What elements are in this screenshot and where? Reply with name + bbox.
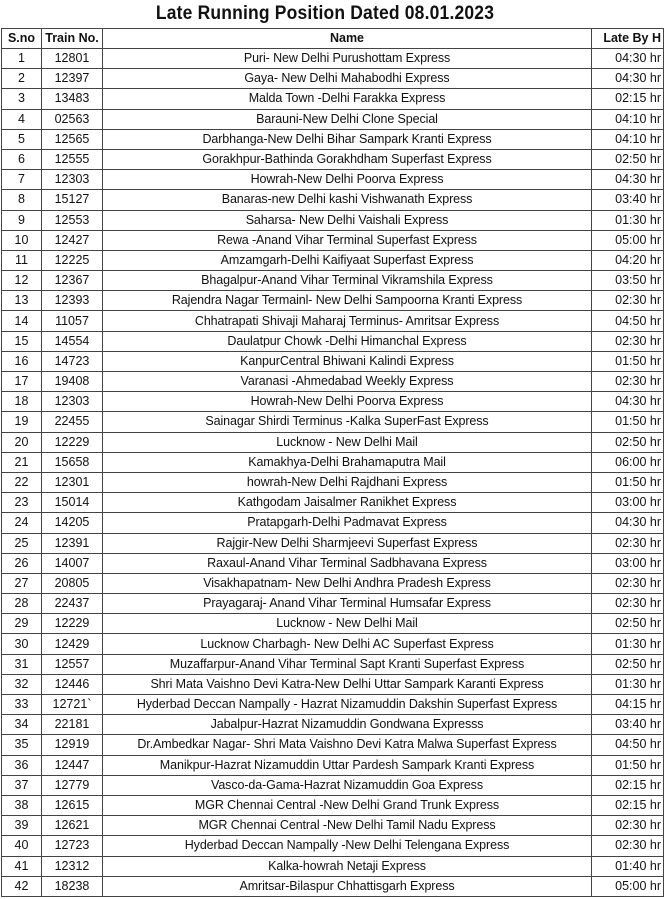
cell-sno: 3 xyxy=(2,89,42,109)
cell-sno: 23 xyxy=(2,493,42,513)
table-row xyxy=(2,372,664,392)
column-header-late-by: Late By H xyxy=(592,29,664,49)
cell-sno: 17 xyxy=(2,372,42,392)
table-row xyxy=(2,331,664,351)
column-header-name: Name xyxy=(103,29,592,49)
cell-late-by: 03:40 hr xyxy=(592,715,664,735)
table-row xyxy=(2,149,664,169)
cell-name: Prayagaraj- Anand Vihar Terminal Humsafar Express xyxy=(103,594,592,614)
table-row xyxy=(2,513,664,533)
cell-train-no: 22181 xyxy=(42,715,103,735)
cell-late-by: 01:30 hr xyxy=(592,674,664,694)
table-row xyxy=(2,553,664,573)
table-row xyxy=(2,755,664,775)
cell-train-no: 14007 xyxy=(42,553,103,573)
table-row xyxy=(2,230,664,250)
table-row xyxy=(2,412,664,432)
table-row xyxy=(2,271,664,291)
table-row xyxy=(2,49,664,69)
cell-sno: 19 xyxy=(2,412,42,432)
cell-train-no: 12225 xyxy=(42,250,103,270)
cell-train-no: 12397 xyxy=(42,69,103,89)
cell-name: Daulatpur Chowk -Delhi Himanchal Express xyxy=(103,331,592,351)
cell-sno: 21 xyxy=(2,452,42,472)
cell-late-by: 01:50 hr xyxy=(592,755,664,775)
cell-name: Hyderbad Deccan Nampally -New Delhi Telengana Express xyxy=(103,836,592,856)
cell-sno: 5 xyxy=(2,129,42,149)
table-row xyxy=(2,109,664,129)
cell-train-no: 12393 xyxy=(42,291,103,311)
cell-train-no: 15127 xyxy=(42,190,103,210)
cell-train-no: 12303 xyxy=(42,392,103,412)
cell-name: Amzamgarh-Delhi Kaifiyaat Superfast Express xyxy=(103,250,592,270)
cell-name: Sainagar Shirdi Terminus -Kalka SuperFast Express xyxy=(103,412,592,432)
cell-late-by: 02:15 hr xyxy=(592,89,664,109)
cell-name: Lucknow - New Delhi Mail xyxy=(103,432,592,452)
table-row xyxy=(2,634,664,654)
cell-train-no: 12303 xyxy=(42,170,103,190)
table-row xyxy=(2,573,664,593)
cell-late-by: 04:20 hr xyxy=(592,250,664,270)
cell-train-no: 22437 xyxy=(42,594,103,614)
cell-train-no: 12615 xyxy=(42,795,103,815)
cell-sno: 1 xyxy=(2,49,42,69)
cell-sno: 8 xyxy=(2,190,42,210)
cell-name: Chhatrapati Shivaji Maharaj Terminus- Amritsar Express xyxy=(103,311,592,331)
cell-sno: 31 xyxy=(2,654,42,674)
cell-train-no: 11057 xyxy=(42,311,103,331)
cell-late-by: 02:15 hr xyxy=(592,775,664,795)
cell-name: Howrah-New Delhi Poorva Express xyxy=(103,392,592,412)
cell-name: Kalka-howrah Netaji Express xyxy=(103,856,592,876)
table-row xyxy=(2,654,664,674)
cell-late-by: 04:30 hr xyxy=(592,392,664,412)
table-row xyxy=(2,210,664,230)
cell-late-by: 01:50 hr xyxy=(592,412,664,432)
cell-sno: 27 xyxy=(2,573,42,593)
cell-train-no: 12446 xyxy=(42,674,103,694)
cell-late-by: 01:50 hr xyxy=(592,472,664,492)
cell-name: Rajendra Nagar Termainl- New Delhi Sampoorna Kranti Express xyxy=(103,291,592,311)
table-row xyxy=(2,392,664,412)
table-row xyxy=(2,876,664,896)
cell-train-no: 12801 xyxy=(42,49,103,69)
cell-late-by: 02:30 hr xyxy=(592,594,664,614)
cell-train-no: 18238 xyxy=(42,876,103,896)
cell-train-no: 14205 xyxy=(42,513,103,533)
cell-late-by: 06:00 hr xyxy=(592,452,664,472)
cell-late-by: 02:30 hr xyxy=(592,291,664,311)
cell-train-no: 12553 xyxy=(42,210,103,230)
table-row xyxy=(2,795,664,815)
cell-late-by: 04:50 hr xyxy=(592,311,664,331)
cell-name: Manikpur-Hazrat Nizamuddin Uttar Pardesh Sampark Kranti Express xyxy=(103,755,592,775)
cell-name: Kamakhya-Delhi Brahamaputra Mail xyxy=(103,452,592,472)
cell-sno: 29 xyxy=(2,614,42,634)
table-row xyxy=(2,674,664,694)
cell-name: Gaya- New Delhi Mahabodhi Express xyxy=(103,69,592,89)
cell-name: Rajgir-New Delhi Sharmjeevi Superfast Express xyxy=(103,533,592,553)
page-title: Late Running Position Dated 08.01.2023 xyxy=(155,3,495,24)
cell-train-no: 13483 xyxy=(42,89,103,109)
cell-name: Saharsa- New Delhi Vaishali Express xyxy=(103,210,592,230)
late-running-table xyxy=(1,28,664,897)
cell-sno: 40 xyxy=(2,836,42,856)
cell-train-no: 12621 xyxy=(42,816,103,836)
cell-train-no: 22455 xyxy=(42,412,103,432)
cell-late-by: 02:30 hr xyxy=(592,331,664,351)
cell-late-by: 04:15 hr xyxy=(592,695,664,715)
table-row xyxy=(2,311,664,331)
cell-sno: 39 xyxy=(2,816,42,836)
cell-late-by: 01:30 hr xyxy=(592,634,664,654)
cell-sno: 12 xyxy=(2,271,42,291)
cell-name: Dr.Ambedkar Nagar- Shri Mata Vaishno Devi Katra Malwa Superfast Express xyxy=(103,735,592,755)
cell-sno: 36 xyxy=(2,755,42,775)
cell-late-by: 04:30 hr xyxy=(592,170,664,190)
cell-name: Lucknow Charbagh- New Delhi AC Superfast Express xyxy=(103,634,592,654)
table-row xyxy=(2,170,664,190)
cell-sno: 37 xyxy=(2,775,42,795)
cell-name: Shri Mata Vaishno Devi Katra-New Delhi Uttar Sampark Karanti Express xyxy=(103,674,592,694)
cell-late-by: 01:50 hr xyxy=(592,351,664,371)
cell-train-no: 14554 xyxy=(42,331,103,351)
cell-name: Muzaffarpur-Anand Vihar Terminal Sapt Kranti Superfast Express xyxy=(103,654,592,674)
cell-late-by: 02:30 hr xyxy=(592,573,664,593)
cell-name: Howrah-New Delhi Poorva Express xyxy=(103,170,592,190)
cell-late-by: 04:30 hr xyxy=(592,49,664,69)
cell-sno: 41 xyxy=(2,856,42,876)
cell-late-by: 02:30 hr xyxy=(592,836,664,856)
cell-train-no: 12721` xyxy=(42,695,103,715)
cell-name: howrah-New Delhi Rajdhani Express xyxy=(103,472,592,492)
table-row xyxy=(2,856,664,876)
cell-late-by: 03:00 hr xyxy=(592,553,664,573)
cell-sno: 16 xyxy=(2,351,42,371)
cell-train-no: 14723 xyxy=(42,351,103,371)
cell-name: Hyderbad Deccan Nampally - Hazrat Nizamuddin Dakshin Superfast Express xyxy=(103,695,592,715)
cell-sno: 7 xyxy=(2,170,42,190)
cell-sno: 28 xyxy=(2,594,42,614)
cell-late-by: 02:30 hr xyxy=(592,533,664,553)
cell-train-no: 12427 xyxy=(42,230,103,250)
cell-sno: 10 xyxy=(2,230,42,250)
cell-train-no: 12301 xyxy=(42,472,103,492)
cell-sno: 4 xyxy=(2,109,42,129)
table-row xyxy=(2,89,664,109)
cell-late-by: 04:30 hr xyxy=(592,69,664,89)
cell-train-no: 12779 xyxy=(42,775,103,795)
cell-sno: 38 xyxy=(2,795,42,815)
cell-sno: 14 xyxy=(2,311,42,331)
cell-sno: 22 xyxy=(2,472,42,492)
cell-late-by: 02:50 hr xyxy=(592,149,664,169)
cell-name: Malda Town -Delhi Farakka Express xyxy=(103,89,592,109)
cell-train-no: 12557 xyxy=(42,654,103,674)
table-row xyxy=(2,695,664,715)
cell-late-by: 03:50 hr xyxy=(592,271,664,291)
cell-train-no: 12565 xyxy=(42,129,103,149)
table-row xyxy=(2,432,664,452)
table-row xyxy=(2,472,664,492)
cell-train-no: 12555 xyxy=(42,149,103,169)
cell-train-no: 02563 xyxy=(42,109,103,129)
column-header-train-no: Train No. xyxy=(42,29,103,49)
cell-name: MGR Chennai Central -New Delhi Tamil Nadu Express xyxy=(103,816,592,836)
table-row xyxy=(2,250,664,270)
cell-name: Puri- New Delhi Purushottam Express xyxy=(103,49,592,69)
cell-name: MGR Chennai Central -New Delhi Grand Trunk Express xyxy=(103,795,592,815)
table-body xyxy=(2,49,664,897)
table-row xyxy=(2,816,664,836)
table-row xyxy=(2,533,664,553)
cell-sno: 33 xyxy=(2,695,42,715)
cell-sno: 6 xyxy=(2,149,42,169)
cell-name: Pratapgarh-Delhi Padmavat Express xyxy=(103,513,592,533)
cell-late-by: 04:50 hr xyxy=(592,735,664,755)
cell-train-no: 12229 xyxy=(42,432,103,452)
cell-sno: 15 xyxy=(2,331,42,351)
table-row xyxy=(2,351,664,371)
cell-late-by: 01:40 hr xyxy=(592,856,664,876)
table-row xyxy=(2,715,664,735)
cell-train-no: 15658 xyxy=(42,452,103,472)
cell-sno: 2 xyxy=(2,69,42,89)
cell-late-by: 03:00 hr xyxy=(592,493,664,513)
cell-name: Raxaul-Anand Vihar Terminal Sadbhavana Express xyxy=(103,553,592,573)
cell-late-by: 02:30 hr xyxy=(592,816,664,836)
cell-late-by: 02:15 hr xyxy=(592,795,664,815)
cell-sno: 35 xyxy=(2,735,42,755)
table-row xyxy=(2,291,664,311)
cell-late-by: 02:50 hr xyxy=(592,654,664,674)
cell-late-by: 03:40 hr xyxy=(592,190,664,210)
cell-sno: 25 xyxy=(2,533,42,553)
cell-name: Darbhanga-New Delhi Bihar Sampark Kranti Express xyxy=(103,129,592,149)
cell-name: Varanasi -Ahmedabad Weekly Express xyxy=(103,372,592,392)
table-row xyxy=(2,129,664,149)
cell-late-by: 04:30 hr xyxy=(592,513,664,533)
cell-train-no: 12447 xyxy=(42,755,103,775)
cell-name: Jabalpur-Hazrat Nizamuddin Gondwana Expresss xyxy=(103,715,592,735)
cell-train-no: 19408 xyxy=(42,372,103,392)
cell-train-no: 12367 xyxy=(42,271,103,291)
table-row xyxy=(2,190,664,210)
cell-sno: 24 xyxy=(2,513,42,533)
cell-late-by: 02:50 hr xyxy=(592,614,664,634)
cell-late-by: 04:10 hr xyxy=(592,109,664,129)
table-row xyxy=(2,614,664,634)
cell-name: Vasco-da-Gama-Hazrat Nizamuddin Goa Express xyxy=(103,775,592,795)
table-row xyxy=(2,69,664,89)
table-row xyxy=(2,594,664,614)
cell-late-by: 05:00 hr xyxy=(592,876,664,896)
table-row xyxy=(2,836,664,856)
table-row xyxy=(2,452,664,472)
cell-name: Rewa -Anand Vihar Terminal Superfast Express xyxy=(103,230,592,250)
cell-train-no: 12919 xyxy=(42,735,103,755)
cell-sno: 13 xyxy=(2,291,42,311)
cell-sno: 32 xyxy=(2,674,42,694)
cell-train-no: 12229 xyxy=(42,614,103,634)
cell-sno: 18 xyxy=(2,392,42,412)
cell-sno: 26 xyxy=(2,553,42,573)
table-row xyxy=(2,493,664,513)
cell-train-no: 12723 xyxy=(42,836,103,856)
table-row xyxy=(2,735,664,755)
column-header-sno: S.no xyxy=(2,29,42,49)
cell-name: Visakhapatnam- New Delhi Andhra Pradesh Express xyxy=(103,573,592,593)
cell-sno: 34 xyxy=(2,715,42,735)
cell-late-by: 05:00 hr xyxy=(592,230,664,250)
cell-name: Kathgodam Jaisalmer Ranikhet Express xyxy=(103,493,592,513)
cell-sno: 30 xyxy=(2,634,42,654)
cell-name: Bhagalpur-Anand Vihar Terminal Vikramshila Express xyxy=(103,271,592,291)
cell-train-no: 12391 xyxy=(42,533,103,553)
cell-name: KanpurCentral Bhiwani Kalindi Express xyxy=(103,351,592,371)
table-row xyxy=(2,775,664,795)
cell-train-no: 20805 xyxy=(42,573,103,593)
cell-train-no: 15014 xyxy=(42,493,103,513)
cell-train-no: 12429 xyxy=(42,634,103,654)
cell-name: Gorakhpur-Bathinda Gorakhdham Superfast Express xyxy=(103,149,592,169)
cell-sno: 42 xyxy=(2,876,42,896)
cell-late-by: 01:30 hr xyxy=(592,210,664,230)
table-header-row xyxy=(2,29,664,49)
cell-name: Banaras-new Delhi kashi Vishwanath Express xyxy=(103,190,592,210)
cell-late-by: 04:10 hr xyxy=(592,129,664,149)
cell-train-no: 12312 xyxy=(42,856,103,876)
cell-late-by: 02:50 hr xyxy=(592,432,664,452)
cell-name: Amritsar-Bilaspur Chhattisgarh Express xyxy=(103,876,592,896)
cell-sno: 11 xyxy=(2,250,42,270)
cell-sno: 20 xyxy=(2,432,42,452)
cell-name: Lucknow - New Delhi Mail xyxy=(103,614,592,634)
cell-sno: 9 xyxy=(2,210,42,230)
cell-late-by: 02:30 hr xyxy=(592,372,664,392)
cell-name: Barauni-New Delhi Clone Special xyxy=(103,109,592,129)
